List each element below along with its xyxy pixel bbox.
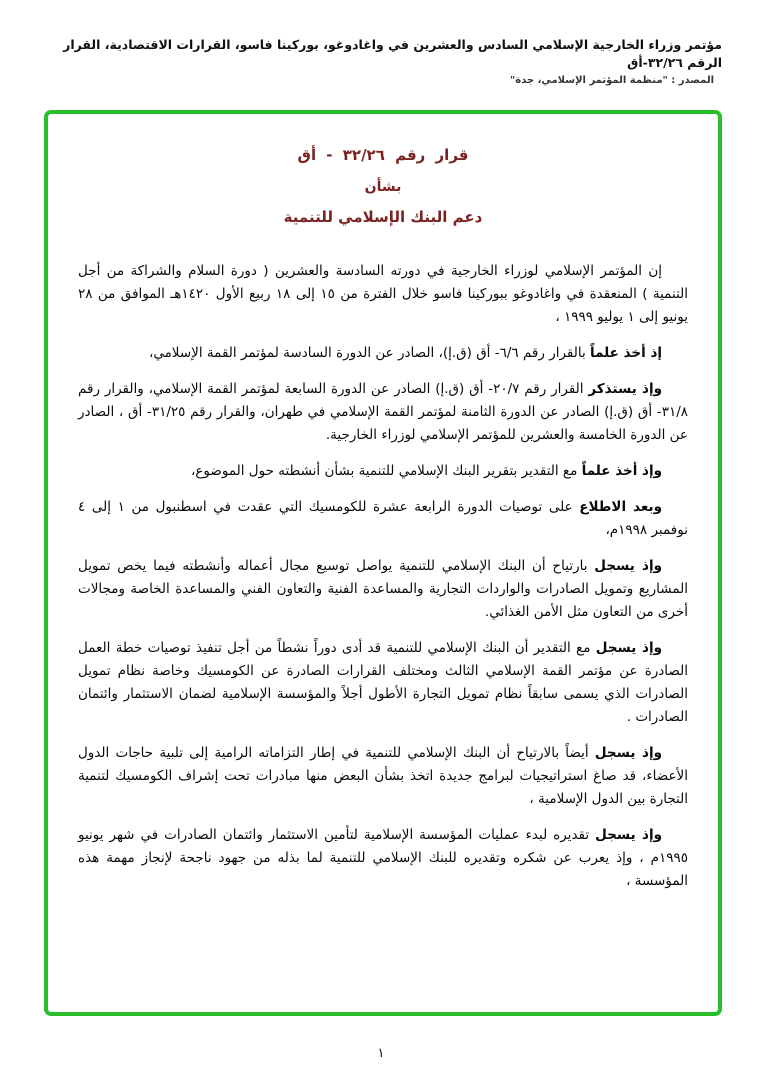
resolution-regarding-label: بشأن [364, 179, 402, 195]
paragraph-taking-note [78, 342, 688, 365]
paragraph-lead: إذ أخذ علماً [590, 345, 662, 361]
paragraph-text: بارتياح أن البنك الإسلامي للتنمية يواصل توسيع مجال أعماله وأنشطته فيما يخص تمويل المشاريع وتمويل الصادرات والواردات التجارية والمساعدة الفنية والتعاون الفني والمساعدة الخاصة ومجالات أخرى من التعاون مثل الأمن الغذائي. [78, 558, 688, 620]
paragraph-text: إن المؤتمر الإسلامي لوزراء الخارجية في دورته السادسة والعشرين ( دورة السلام والشراكة من أجل التنمية ) المنعقدة في واغادوغو ببوركينا فاسو خلال الفترة من ١٥ إلى ١٨ ربيع الأول ١٤٢٠هـ الموافق من ٢٨ يونيو إلى ١ يوليو ١٩٩٩ ، [78, 263, 689, 325]
resolution-content [48, 114, 718, 1012]
header-source: المصدر : "منظمة المؤتمر الإسلامي، جدة" [509, 75, 714, 86]
paragraph-lead: وبعد الاطلاع [579, 499, 662, 515]
paragraph-noting-report [78, 460, 688, 483]
paragraph-new-strategies [78, 742, 688, 811]
content-frame-border [44, 110, 722, 1016]
paragraph-text: مع التقدير أن البنك الإسلامي للتنمية قد أدى دوراً نشطاً من أجل تنفيذ توصيات خطة العمل الصادرة عن مؤتمر القمة الإسلامي الثالث ومختلف القرارات الصادرة عن الكومسيك وخاصة نظام تمويل الصادرات الذي يسمى سابقاً نظام تمويل التجارة الأطول أجلاً والمؤسسة الإسلامية لضمان الاستثمار وائتمان الصادرات . [78, 640, 688, 725]
paragraph-text: مع التقدير بتقرير البنك الإسلامي للتنمية بشأن أنشطته حول الموضوع، [191, 463, 582, 479]
paragraph-lead: وإذ يسجل [595, 640, 662, 656]
paragraph-recalling [78, 378, 688, 447]
paragraph-comcec-recommendations [78, 496, 688, 542]
paragraph-text: تقديره لبدء عمليات المؤسسة الإسلامية لتأمين الاستثمار وائتمان الصادرات في شهر يونيو ١٩٩٥م ، وإذ يعرب عن شكره وتقديره للبنك الإسلامي للتنمية لما بذله من جهود ناجحة لإنجاز مهمة هذه المؤسسة ، [78, 827, 688, 889]
paragraph-lead: وإذ يستذكر [588, 381, 663, 397]
paragraph-recording-satisfaction [78, 555, 688, 624]
paragraph-text: على توصيات الدورة الرابعة عشرة للكومسيك التي عقدت في اسطنبول من ١ إلى ٤ نوفمبر ١٩٩٨م، [78, 499, 688, 538]
page-number: ١ [377, 1046, 385, 1061]
paragraph-text: أيضاً بالارتياح أن البنك الإسلامي للتنمية في إطار التزاماته الرامية إلى تلبية حاجات الدول الأعضاء، قد صاغ استراتيجيات لبرامج جديدة اتخذ بشأن البعض منها مبادرات تحت إشراف الكومسيك لتنمية التجارة بين الدول الإسلامية ، [78, 745, 688, 807]
paragraph-iciec-operations [78, 824, 688, 893]
resolution-subject-title: دعم البنك الإسلامي للتنمية [283, 208, 483, 226]
paragraph-lead: وإذ أخذ علماً [581, 463, 662, 479]
paragraph-recording-appreciation [78, 637, 688, 729]
paragraph-lead: وإذ يسجل [595, 827, 663, 843]
resolution-number-title: قرار رقم ٣٢/٢٦ - أق [297, 146, 469, 164]
header-citation: مؤتمر وزراء الخارجية الإسلامي السادس والعشرين في واغادوغو، بوركينا فاسو، القرارات الاقتصادية، القرار الرقم ٣٢/٢٦-أق [63, 37, 722, 70]
paragraph-text: القرار رقم ٢٠/٧- أق (ق.إ) الصادر عن الدورة السابعة لمؤتمر القمة الإسلامي، والقرار رقم ٣١/٨- أق (ق.إ) الصادر عن الدورة الثامنة لمؤتمر القمة الإسلامي في طهران، والقرار رقم ٣١/٢٥- أق ، الصادر عن الدورة الخامسة والعشرين للمؤتمر الإسلامي لوزراء الخارجية. [78, 381, 688, 443]
document-header [40, 36, 722, 86]
resolution-title-block [78, 146, 688, 226]
paragraph-lead: وإذ يسجل [594, 558, 662, 574]
paragraph-preamble [78, 260, 688, 329]
paragraph-text: بالقرار رقم ٦/٦- أق (ق.إ)، الصادر عن الدورة السادسة لمؤتمر القمة الإسلامي، [148, 345, 591, 361]
paragraph-lead: وإذ يسجل [594, 745, 663, 761]
